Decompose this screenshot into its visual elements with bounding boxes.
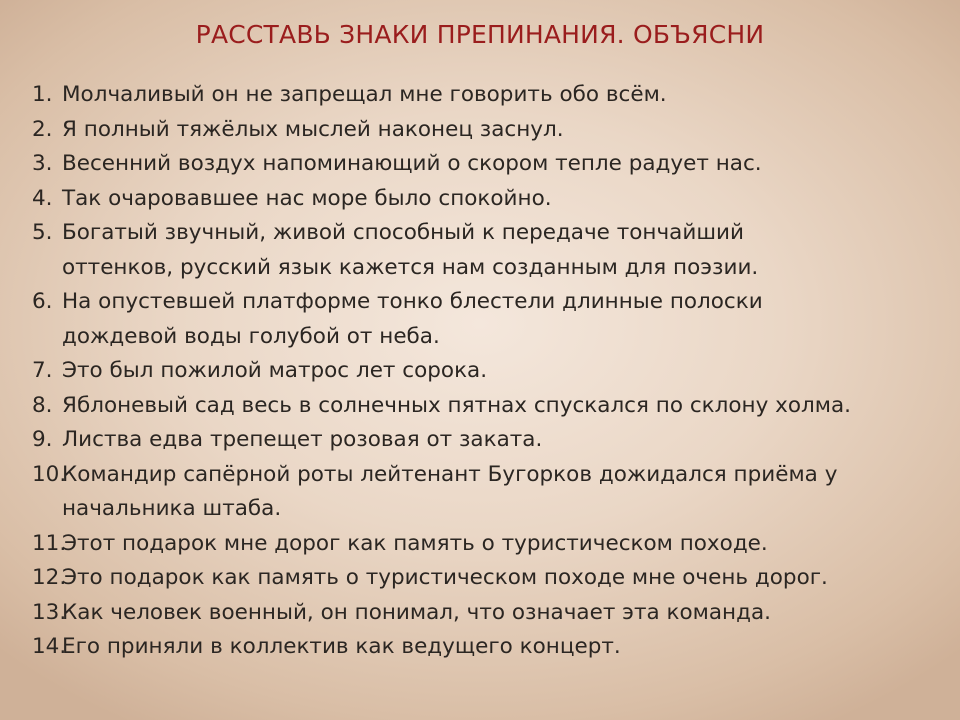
item-line: На опустевшей платформе тонко блестели длинные полоски xyxy=(62,289,763,314)
item-line: Я полный тяжёлых мыслей наконец заснул. xyxy=(62,116,564,142)
item-number: 2. xyxy=(32,116,53,142)
item-line: Командир сапёрной роты лейтенант Бугорков дожидался приёма у xyxy=(62,461,838,487)
item-line: Листва едва трепещет розовая от заката. xyxy=(62,427,543,452)
item-text xyxy=(62,78,932,113)
item-number: 13. xyxy=(32,599,67,625)
item-text xyxy=(62,147,932,182)
item-text xyxy=(62,561,932,596)
item-line: Яблоневый сад весь в солнечных пятнах спускался по склону холма. xyxy=(62,392,851,418)
item-line: оттенков, русский язык кажется нам созданным для поэзии. xyxy=(62,254,759,280)
item-number: 6. xyxy=(32,289,53,314)
item-number: 1. xyxy=(32,82,53,107)
item-line: дождевой воды голубой от неба. xyxy=(62,323,440,349)
item-text xyxy=(62,596,932,631)
list-item xyxy=(32,423,932,458)
item-line: Это подарок как память о туристическом походе мне очень дорог. xyxy=(62,565,828,590)
item-line: Так очаровавшее нас море было спокойно. xyxy=(62,185,552,211)
slide-title: РАССТАВЬ ЗНАКИ ПРЕПИНАНИЯ. ОБЪЯСНИ xyxy=(195,20,765,49)
list-item xyxy=(32,354,932,389)
item-line: Молчаливый он не запрещал мне говорить обо всём. xyxy=(62,82,667,107)
item-line: Этот подарок мне дорог как память о туристическом походе. xyxy=(62,530,768,556)
item-text xyxy=(62,182,932,217)
list-item xyxy=(32,78,932,113)
item-line: Как человек военный, он понимал, что означает эта команда. xyxy=(62,599,771,625)
list-item xyxy=(32,113,932,148)
item-number: 12. xyxy=(32,565,67,590)
list-item xyxy=(32,561,932,596)
item-line: Весенний воздух напоминающий о скором тепле радует нас. xyxy=(62,151,762,176)
item-text xyxy=(62,389,932,424)
item-number: 7. xyxy=(32,358,53,383)
item-line: Богатый звучный, живой способный к передаче тончайший xyxy=(62,220,744,245)
item-number: 10. xyxy=(32,461,67,487)
item-text xyxy=(62,630,932,665)
item-number: 5. xyxy=(32,220,53,245)
item-number: 9. xyxy=(32,427,53,452)
list-item xyxy=(32,596,932,631)
list-item xyxy=(32,147,932,182)
list-item xyxy=(32,458,932,527)
list-item xyxy=(32,285,932,354)
item-text xyxy=(62,527,932,562)
item-text xyxy=(62,354,932,389)
item-text xyxy=(62,458,932,527)
item-text xyxy=(62,285,932,354)
item-number: 3. xyxy=(32,151,53,176)
exercise-list xyxy=(32,78,932,665)
list-item xyxy=(32,389,932,424)
item-line: начальника штаба. xyxy=(62,496,282,521)
item-number: 14. xyxy=(32,634,67,659)
item-number: 4. xyxy=(32,185,53,211)
item-text xyxy=(62,216,932,285)
item-text xyxy=(62,423,932,458)
item-text xyxy=(62,113,932,148)
item-line: Его приняли в коллектив как ведущего концерт. xyxy=(62,634,621,659)
list-item xyxy=(32,182,932,217)
list-item xyxy=(32,527,932,562)
list-item xyxy=(32,216,932,285)
item-line: Это был пожилой матрос лет сорока. xyxy=(62,358,488,383)
item-number: 11. xyxy=(32,530,67,556)
list-item xyxy=(32,630,932,665)
item-number: 8. xyxy=(32,392,53,418)
